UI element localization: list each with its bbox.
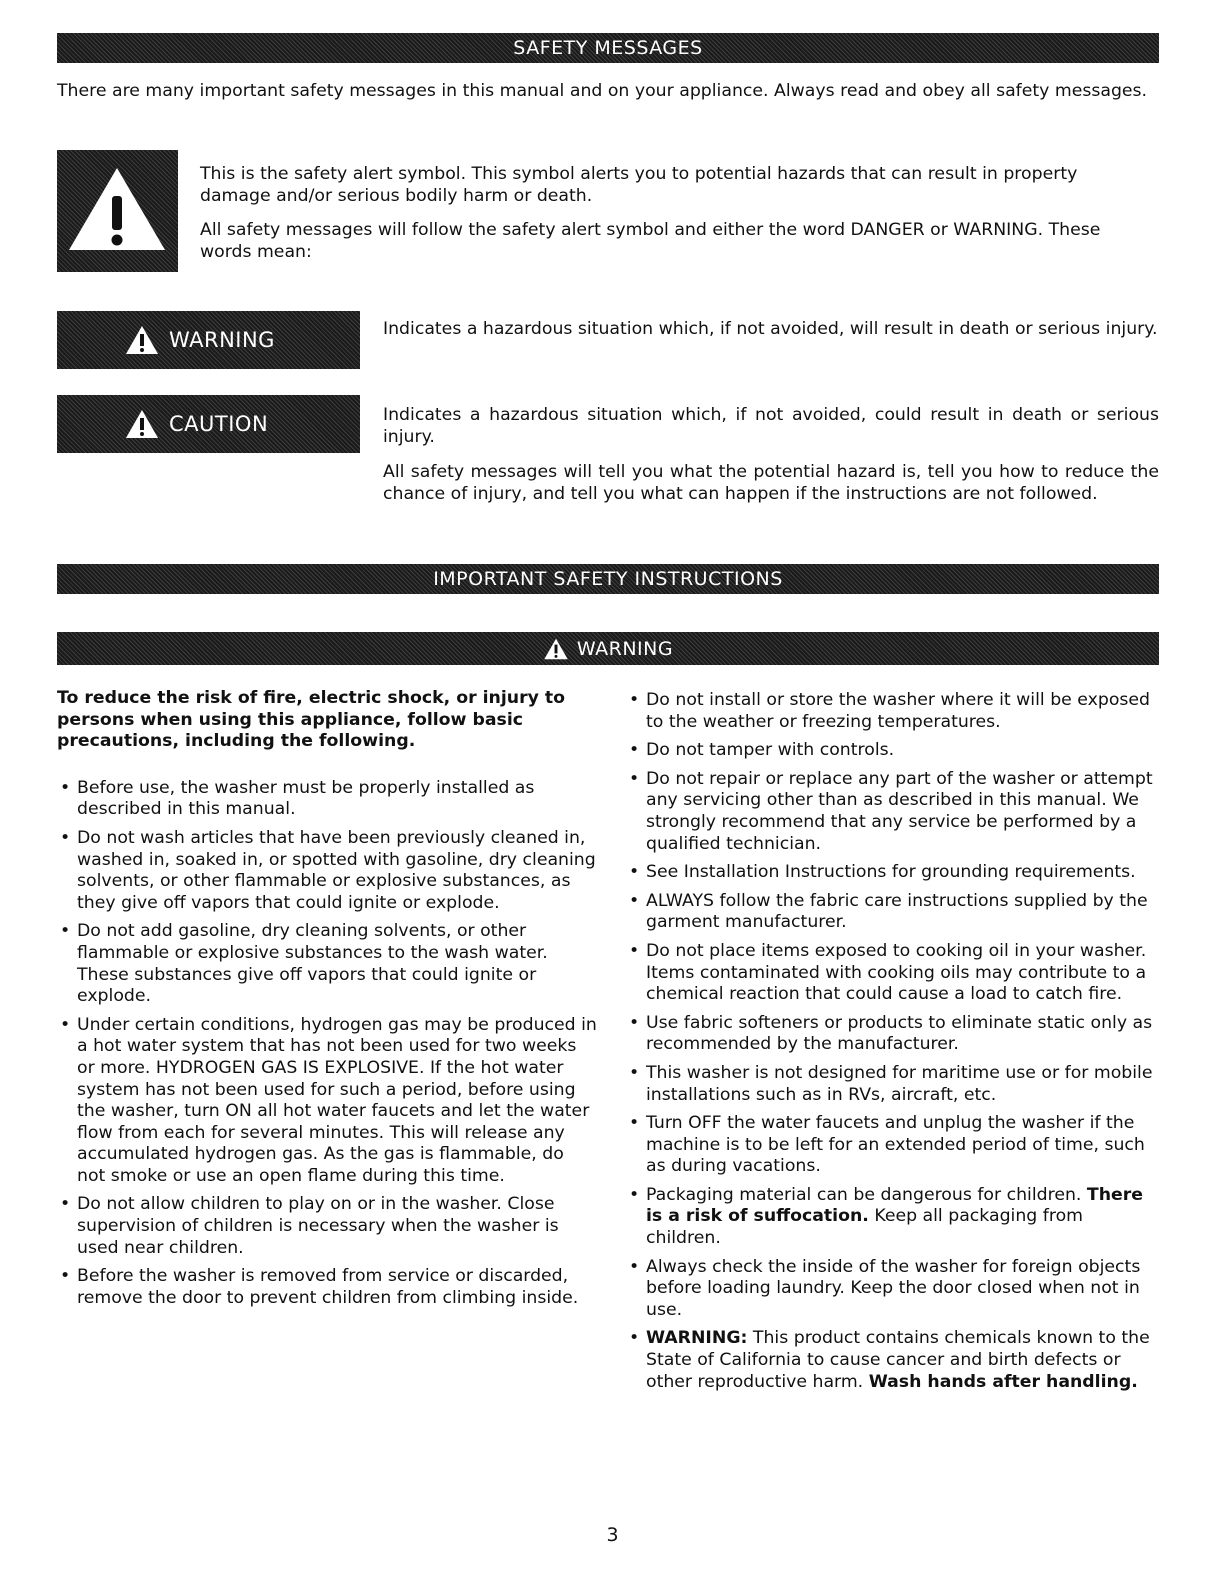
prop65-text: This product contains chemicals known to the State of California to cause cancer and birth defects or other reproductive harm. [646, 1328, 1150, 1392]
warning-bar [57, 632, 1159, 665]
alert-symbol-signal-words: All safety messages will follow the safety alert symbol and either the word DANGER or WARNING. These words mean: [200, 220, 1101, 262]
warning-label-text: WARNING [169, 328, 275, 352]
prop65-warning-item [626, 1328, 1161, 1393]
list-item: • See Installation Instructions for grounding requirements. [626, 862, 1161, 884]
important-safety-instructions-header [57, 564, 1159, 594]
safety-messages-title: SAFETY MESSAGES [513, 37, 703, 59]
list-item: • Before the washer is removed from service or discarded, remove the door to prevent children from climbing inside. [57, 1266, 597, 1309]
list-item: • Do not allow children to play on or in the washer. Close supervision of children is necessary when the washer is used near children. [57, 1194, 597, 1259]
page-number: 3 [606, 1524, 619, 1546]
list-item: • Do not install or store the washer where it will be exposed to the weather or freezing temperatures. [626, 690, 1161, 733]
safety-intro: There are many important safety messages in this manual and on your appliance. Always read and obey all safety messages. [57, 81, 1148, 101]
warning-bar-text: WARNING [576, 637, 674, 660]
list-item: • Always check the inside of the washer for foreign objects before loading laundry. Keep the door closed when not in use. [626, 1257, 1161, 1322]
warning-triangle-icon [125, 325, 159, 355]
list-item: • This washer is not designed for maritime use or for mobile installations such as in RVs, aircraft, etc. [626, 1063, 1161, 1106]
alert-triangle-icon [57, 150, 178, 272]
right-instruction-list [626, 690, 1161, 1393]
warning-signal-label [57, 311, 360, 369]
packaging-text-2: Keep all packaging from children. [646, 1206, 1083, 1249]
safety-alert-symbol [57, 150, 178, 272]
list-item: • Do not wash articles that have been previously cleaned in, washed in, soaked in, or spotted with gasoline, dry cleaning solvents, or other flammable or explosive substances, as they give off vapors that could ignite or explode. [57, 828, 597, 914]
caution-signal-label [57, 395, 360, 453]
caution-triangle-icon [125, 409, 159, 439]
list-item: • Turn OFF the water faucets and unplug the washer if the machine is to be left for an extended period of time, such as during vacations. [626, 1113, 1161, 1178]
list-item: • Do not add gasoline, dry cleaning solvents, or other flammable or explosive substances to the wash water. These substances give off vapors that could ignite or explode. [57, 921, 597, 1007]
left-column [57, 688, 597, 1316]
list-item: • Before use, the washer must be properly installed as described in this manual. [57, 778, 597, 821]
safety-messages-header [57, 33, 1159, 63]
warning-bar-triangle-icon [543, 638, 569, 660]
right-column [626, 690, 1161, 1400]
list-item: • Use fabric softeners or products to eliminate static only as recommended by the manufacturer. [626, 1013, 1161, 1056]
caution-label-text: CAUTION [169, 412, 269, 436]
prop65-label: WARNING: [646, 1328, 748, 1349]
list-item: • ALWAYS follow the fabric care instructions supplied by the garment manufacturer. [626, 891, 1161, 934]
list-item: • Under certain conditions, hydrogen gas may be produced in a hot water system that has not been used for two weeks or more. HYDROGEN GAS IS EXPLOSIVE. If the hot water system has not been used for such a period, before using the washer, turn ON all hot water faucets and let the water flow from each for several minutes. This will release any accumulated hydrogen gas. As the gas is flammable, do not smoke or use an open flame during this time. [57, 1015, 597, 1188]
suffocation-risk: There is a risk of suffocation. [646, 1184, 1143, 1227]
safety-messages-closing: All safety messages will tell you what the potential hazard is, tell you how to reduce the chance of injury, and tell you what can happen if the instructions are not followed. [383, 462, 1159, 504]
list-item: • Do not tamper with controls. [626, 740, 1161, 762]
instructions-lead: To reduce the risk of fire, electric shock, or injury to persons when using this appliance, follow basic precautions, including the following. [57, 688, 566, 752]
left-instruction-list [57, 778, 597, 1310]
wash-hands-notice: Wash hands after handling. [868, 1371, 1138, 1392]
packaging-warning-item [626, 1185, 1161, 1250]
list-item: • Do not repair or replace any part of the washer or attempt any servicing other than as described in this manual. We strongly recommend that any service be performed by a qualified technician. [626, 769, 1161, 855]
packaging-text-1: Packaging material can be dangerous for children. [646, 1184, 1082, 1205]
list-item: • Do not place items exposed to cooking oil in your washer. Items contaminated with cooking oils may contribute to a chemical reaction that could cause a load to catch fire. [626, 941, 1161, 1006]
warning-definition: Indicates a hazardous situation which, if not avoided, will result in death or serious injury. [383, 319, 1158, 339]
important-safety-instructions-title: IMPORTANT SAFETY INSTRUCTIONS [433, 568, 783, 590]
caution-definition: Indicates a hazardous situation which, if not avoided, could result in death or serious injury. [383, 405, 1159, 447]
alert-symbol-description: This is the safety alert symbol. This symbol alerts you to potential hazards that can result in property damage and/or serious bodily harm or death. [200, 164, 1078, 206]
